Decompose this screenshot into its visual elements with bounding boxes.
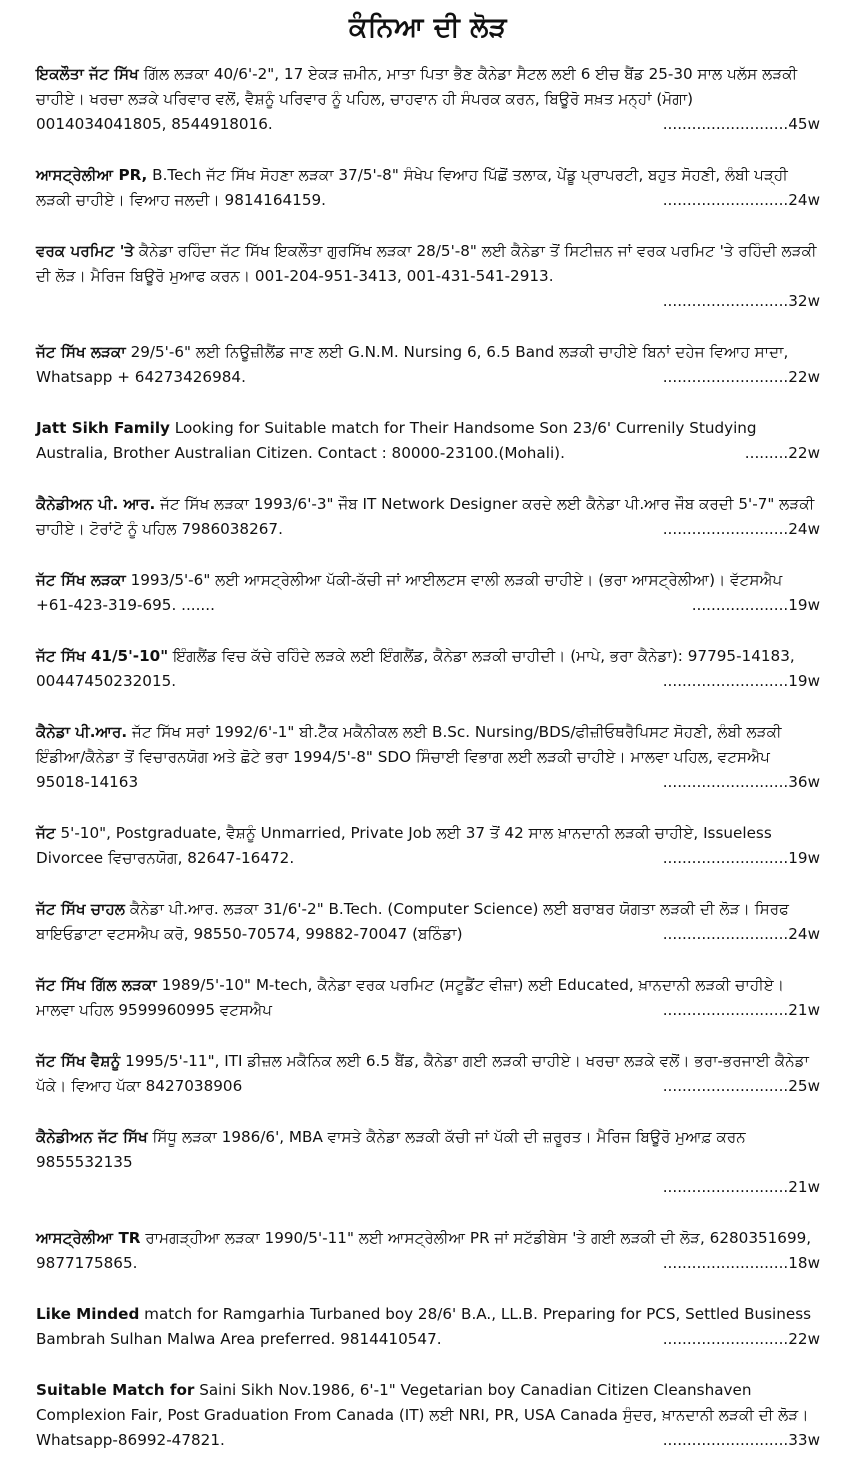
ad-code: ..........................25w	[662, 1077, 820, 1095]
ad-lead: Suitable Match for	[36, 1381, 195, 1399]
ad-lead: ਜੱਟ ਸਿੱਖ 41/5'-10"	[36, 647, 169, 665]
classified-ad	[36, 416, 820, 466]
ad-text: ਜੱਟ ਸਿੱਖ ਲੜਕਾ 1993/6'-3" ਜੌਬ IT Network Designer ਕਰਦੇ ਲਈ ਕੈਨੇਡਾ ਪੀ.ਆਰ ਜੌਬ ਕਰਦੀ 5'-7" ਲੜਕੀ ਚਾਹੀਏ। ਟੋਰਾਂਟੋ ਨੂੰ ਪਹਿਲ 7986038267.	[36, 495, 815, 538]
ad-code: ..........................36w	[662, 773, 820, 791]
ad-text: ਸਿੱਧੂ ਲੜਕਾ 1986/6', MBA ਵਾਸਤੇ ਕੈਨੇਡਾ ਲੜਕੀ ਕੱਚੀ ਜਾਂ ਪੱਕੀ ਦੀ ਜ਼ਰੂਰਤ। ਮੈਰਿਜ ਬਿਊਰੋ ਮੁਆਫ਼ ਕਰਨ 9855532135	[36, 1128, 746, 1171]
classified-ad	[36, 340, 820, 390]
ad-lead: Jatt Sikh Family	[36, 419, 170, 437]
classified-ad	[36, 163, 820, 213]
ad-text: 1989/5'-10" M-tech, ਕੈਨੇਡਾ ਵਰਕ ਪਰਮਿਟ (ਸਟੂਡੈਂਟ ਵੀਜ਼ਾ) ਲਈ Educated, ਖ਼ਾਨਦਾਨੀ ਲੜਕੀ ਚਾਹੀਏ। ਮਾਲਵਾ ਪਹਿਲ 9599960995 ਵਟਸਐਪ	[36, 976, 785, 1019]
ad-text: B.Tech ਜੱਟ ਸਿੱਖ ਸੋਹਣਾ ਲੜਕਾ 37/5'-8" ਸੰਖੇਪ ਵਿਆਹ ਪਿੱਛੋਂ ਤਲਾਕ, ਪੇਂਡੂ ਪ੍ਰਾਪਰਟੀ, ਬਹੁਤ ਸੋਹਣੀ, ਲੰਬੀ ਪੜ੍ਹੀ ਲੜਕੀ ਚਾਹੀਏ। ਵਿਆਹ ਜਲਦੀ। 9814164159.	[36, 166, 788, 209]
classified-ad	[36, 644, 820, 694]
ad-lead: ਆਸਟ੍ਰੇਲੀਆ TR	[36, 1229, 141, 1247]
classified-ad	[36, 1125, 820, 1200]
ad-lead: ਜੱਟ ਸਿੱਖ ਲੜਕਾ	[36, 343, 126, 361]
ad-lead: ਇਕਲੌਤਾ ਜੱਟ ਸਿੱਖ	[36, 65, 139, 83]
classified-ad	[36, 1378, 820, 1453]
ad-text: 1995/5'-11", ITI ਡੀਜ਼ਲ ਮਕੈਨਿਕ ਲਈ 6.5 ਬੈਂਡ, ਕੈਨੇਡਾ ਗਈ ਲੜਕੀ ਚਾਹੀਏ। ਖਰਚਾ ਲੜਕੇ ਵਲੋਂ। ਭਰਾ-ਭਰਜਾਈ ਕੈਨੇਡਾ ਪੱਕੇ। ਵਿਆਹ ਪੱਕਾ 8427038906	[36, 1052, 809, 1095]
ad-lead: ਜੱਟ ਸਿੱਖ ਵੈਸ਼ਨੂੰ	[36, 1052, 121, 1070]
classified-ad	[36, 62, 820, 137]
classified-ad	[36, 1226, 820, 1276]
ad-code: ..........................21w	[662, 1001, 820, 1019]
classified-ad	[36, 1302, 820, 1352]
classified-ad	[36, 720, 820, 795]
classified-ad	[36, 239, 820, 314]
classified-ad	[36, 1049, 820, 1099]
ad-lead: ਆਸਟ੍ਰੇਲੀਆ PR,	[36, 166, 148, 184]
ad-lead: ਕੈਨੇਡੀਅਨ ਜੱਟ ਸਿੱਖ	[36, 1128, 148, 1146]
ad-code: ..........................18w	[662, 1254, 820, 1272]
ad-lead: ਜੱਟ ਸਿੱਖ ਚਾਹਲ	[36, 900, 126, 918]
ad-text: ਕੈਨੇਡਾ ਰਹਿੰਦਾ ਜੱਟ ਸਿੱਖ ਇਕਲੌਤਾ ਗੁਰਸਿੱਖ ਲੜਕਾ 28/5'-8" ਲਈ ਕੈਨੇਡਾ ਤੋਂ ਸਿਟੀਜ਼ਨ ਜਾਂ ਵਰਕ ਪਰਮਿਟ 'ਤੇ ਰਹਿੰਦੀ ਲੜਕੀ ਦੀ ਲੋੜ। ਮੈਰਿਜ ਬਿਊਰੋ ਮੁਆਫ ਕਰਨ। 001-204-951-3413, 001-431-541-2913.	[36, 242, 817, 285]
ad-text: match for Ramgarhia Turbaned boy 28/6' B.A., LL.B. Preparing for PCS, Settled Business Bambrah Sulhan Malwa Area preferred. 9814410547.	[36, 1305, 812, 1348]
ad-text: Saini Sikh Nov.1986, 6'-1" Vegetarian boy Canadian Citizen Cleanshaven Complexion Fair, Post Graduation From Canada (IT) ਲਈ NRI, PR, USA Canada ਸੁੰਦਰ, ਖ਼ਾਨਦਾਨੀ ਲੜਕੀ ਦੀ ਲੋੜ। Whatsapp-86992-47821.	[36, 1381, 809, 1449]
ad-code: ....................19w	[691, 596, 820, 614]
ad-lead: Like Minded	[36, 1305, 140, 1323]
ad-code: .........22w	[744, 444, 820, 462]
classified-ad	[36, 821, 820, 871]
ads-list	[36, 62, 820, 1453]
ad-text: Looking for Suitable match for Their Handsome Son 23/6' Currenily Studying Australia, Brother Australian Citizen. Contact : 80000-23100.(Mohali).	[36, 419, 757, 462]
page-title: ਕੰਨਿਆ ਦੀ ਲੋੜ	[348, 12, 508, 43]
classified-ad	[36, 897, 820, 947]
ad-code: ..........................45w	[662, 115, 820, 133]
ad-code: ..........................19w	[662, 672, 820, 690]
classified-ad	[36, 492, 820, 542]
ad-lead: ਵਰਕ ਪਰਮਿਟ 'ਤੇ	[36, 242, 135, 260]
ad-lead: ਜੱਟ	[36, 824, 56, 842]
ad-text: ਜੱਟ ਸਿੱਖ ਸਰਾਂ 1992/6'-1" ਬੀ.ਟੈੱਕ ਮਕੈਨੀਕਲ ਲਈ B.Sc. Nursing/BDS/ਫੀਜ਼ੀਓਥਰੈਪਿਸਟ ਸੋਹਣੀ, ਲੰਬੀ ਲੜਕੀ ਇੰਡੀਆ/ਕੈਨੇਡਾ ਤੋਂ ਵਿਚਾਰਨਯੋਗ ਅਤੇ ਛੋਟੇ ਭਰਾ 1994/5'-8" SDO ਸਿੰਚਾਈ ਵਿਭਾਗ ਲਈ ਲੜਕੀ ਚਾਹੀਏ। ਮਾਲਵਾ ਪਹਿਲ, ਵਟਸਐਪ 95018-14163	[36, 723, 782, 791]
ad-text: ਰਾਮਗੜ੍ਹੀਆ ਲੜਕਾ 1990/5'-11" ਲਈ ਆਸਟ੍ਰੇਲੀਆ PR ਜਾਂ ਸਟੱਡੀਬੇਸ 'ਤੇ ਗਈ ਲੜਕੀ ਦੀ ਲੋੜ, 6280351699, 9877175865.	[36, 1229, 812, 1272]
ad-code: ..........................19w	[662, 849, 820, 867]
ad-text: ਗਿੱਲ ਲੜਕਾ 40/6'-2", 17 ਏਕੜ ਜ਼ਮੀਨ, ਮਾਤਾ ਪਿਤਾ ਭੈਣ ਕੈਨੇਡਾ ਸੈਟਲ ਲਈ 6 ਈਚ ਬੈਂਡ 25-30 ਸਾਲ ਪਲੱਸ ਲੜਕੀ ਚਾਹੀਏ। ਖਰਚਾ ਲੜਕੇ ਪਰਿਵਾਰ ਵਲੋਂ, ਵੈਸ਼ਨੂੰ ਪਰਿਵਾਰ ਨੂੰ ਪਹਿਲ, ਚਾਹਵਾਨ ਹੀ ਸੰਪਰਕ ਕਰਨ, ਬਿਊਰੋ ਸਖ਼ਤ ਮਨ੍ਹਾਂ (ਮੋਗਾ) 0014034041805, 8544918016.	[36, 65, 798, 133]
ad-code: ..........................21w	[662, 1178, 820, 1196]
ad-code: ..........................24w	[662, 925, 820, 943]
ad-text: 5'-10", Postgraduate, ਵੈਸ਼ਨੂੰ Unmarried, Private Job ਲਈ 37 ਤੋਂ 42 ਸਾਲ ਖ਼ਾਨਦਾਨੀ ਲੜਕੀ ਚਾਹੀਏ, Issueless Divorcee ਵਿਚਾਰਨਯੋਗ, 82647-16472.	[36, 824, 772, 867]
ad-code: ..........................22w	[662, 1330, 820, 1348]
ad-code: ..........................24w	[662, 191, 820, 209]
ad-lead: ਜੱਟ ਸਿੱਖ ਲੜਕਾ	[36, 571, 126, 589]
ad-code: ..........................22w	[662, 368, 820, 386]
ad-text: 29/5'-6" ਲਈ ਨਿਊਜ਼ੀਲੈਂਡ ਜਾਣ ਲਈ G.N.M. Nursing 6, 6.5 Band ਲੜਕੀ ਚਾਹੀਏ ਬਿਨਾਂ ਦਹੇਜ ਵਿਆਹ ਸਾਦਾ, Whatsapp + 64273426984.	[36, 343, 789, 386]
ad-text: ਇੰਗਲੈਂਡ ਵਿਚ ਕੱਚੇ ਰਹਿੰਦੇ ਲੜਕੇ ਲਈ ਇੰਗਲੈਂਡ, ਕੈਨੇਡਾ ਲੜਕੀ ਚਾਹੀਦੀ। (ਮਾਪੇ, ਭਰਾ ਕੈਨੇਡਾ): 97795-14183, 00447450232015.	[36, 647, 795, 690]
ad-lead: ਕੈਨੇਡਾ ਪੀ.ਆਰ.	[36, 723, 128, 741]
classified-ad	[36, 568, 820, 618]
ad-code: ..........................32w	[662, 292, 820, 310]
ad-text: 1993/5'-6" ਲਈ ਆਸਟ੍ਰੇਲੀਆ ਪੱਕੀ-ਕੱਚੀ ਜਾਂ ਆਈਲਟਸ ਵਾਲੀ ਲੜਕੀ ਚਾਹੀਏ। (ਭਰਾ ਆਸਟ੍ਰੇਲੀਆ)। ਵੱਟਸਐਪ +61-423-319-695. .......	[36, 571, 783, 614]
ad-code: ..........................24w	[662, 520, 820, 538]
ad-code: ..........................33w	[662, 1431, 820, 1449]
ad-lead: ਕੈਨੇਡੀਅਨ ਪੀ. ਆਰ.	[36, 495, 156, 513]
ad-text: ਕੈਨੇਡਾ ਪੀ.ਆਰ. ਲੜਕਾ 31/6'-2" B.Tech. (Computer Science) ਲਈ ਬਰਾਬਰ ਯੋਗਤਾ ਲੜਕੀ ਦੀ ਲੋੜ। ਸਿਰਫ ਬਾਇਓਡਾਟਾ ਵਟਸਐਪ ਕਰੋ, 98550-70574, 99882-70047 (ਬਠਿੰਡਾ)	[36, 900, 790, 943]
classified-ad	[36, 973, 820, 1023]
ad-lead: ਜੱਟ ਸਿੱਖ ਗਿੱਲ ਲੜਕਾ	[36, 976, 157, 994]
